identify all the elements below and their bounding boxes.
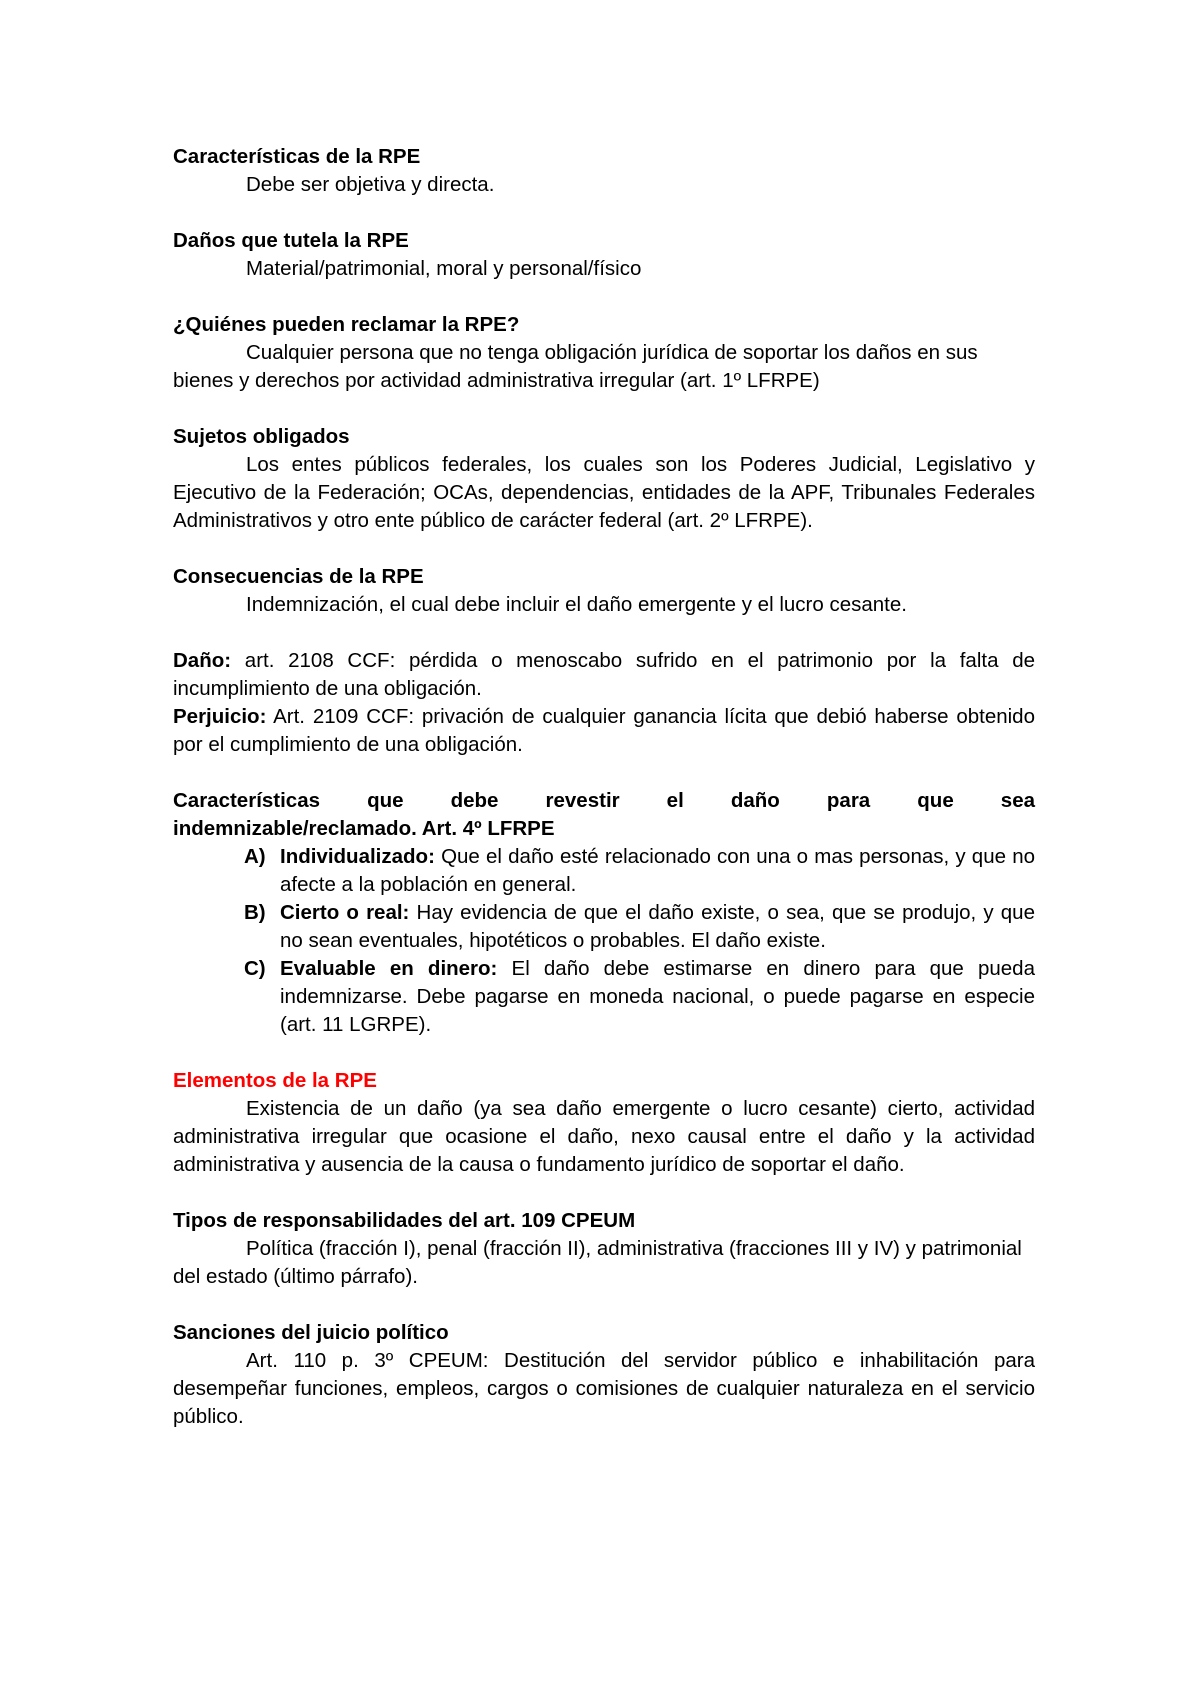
list-item-text: Que el daño esté relacionado con una o mas personas, y que no afecte a la población en general.: [280, 845, 1035, 896]
section-consecuencias: [173, 563, 1035, 619]
definition-text: Art. 2109 CCF: privación de cualquier ganancia lícita que debió haberse obtenido por el cumplimiento de una obligación.: [173, 705, 1035, 756]
list-item-text: El daño debe estimarse en dinero para que pueda indemnizarse. Debe pagarse en moneda nacional, o puede pagarse en especie (art. 11 LGRPE).: [280, 957, 1035, 1036]
list-item-letter: C): [244, 957, 266, 980]
section-heading: Características de la RPE: [173, 145, 421, 168]
document-page: [173, 143, 1035, 1459]
list-item-letter: A): [244, 845, 266, 868]
list-item-term: Individualizado:: [280, 845, 435, 868]
section-quienes: [173, 311, 1035, 395]
section-heading: Sujetos obligados: [173, 425, 350, 448]
section-body: Política (fracción I), penal (fracción II), administrativa (fracciones III y IV) y patrimonial del estado (último párrafo).: [173, 1237, 1022, 1288]
section-heading-highlighted: Elementos de la RPE: [173, 1069, 377, 1092]
section-heading: Daños que tutela la RPE: [173, 229, 409, 252]
section-body: Los entes públicos federales, los cuales son los Poderes Judicial, Legislativo y Ejecutivo de la Federación; OCAs, dependencias, entidades de la APF, Tribunales Federales Administrativos y otro ente público de carácter federal (art. 2º LFRPE).: [173, 453, 1035, 532]
section-heading-line-2: indemnizable/reclamado. Art. 4º LFRPE: [173, 817, 555, 840]
section-body: Indemnización, el cual debe incluir el daño emergente y el lucro cesante.: [246, 593, 907, 616]
list-item-term: Cierto o real:: [280, 901, 410, 924]
list-item: [244, 843, 1035, 899]
definition-term: Daño:: [173, 649, 232, 672]
section-heading: [173, 787, 1035, 843]
section-danos-tutela: [173, 227, 1035, 283]
list-item-term: Evaluable en dinero:: [280, 957, 498, 980]
section-body: Debe ser objetiva y directa.: [246, 173, 495, 196]
section-sanciones: [173, 1319, 1035, 1431]
list-item: [244, 899, 1035, 955]
section-heading: ¿Quiénes pueden reclamar la RPE?: [173, 313, 520, 336]
list-item-letter: B): [244, 901, 266, 924]
section-body: Cualquier persona que no tenga obligación jurídica de soportar los daños en sus bienes y derechos por actividad administrativa irregular (art. 1º LFRPE): [173, 341, 978, 392]
section-body: Material/patrimonial, moral y personal/físico: [246, 257, 642, 280]
definition-text: art. 2108 CCF: pérdida o menoscabo sufrido en el patrimonio por la falta de incumplimiento de una obligación.: [173, 649, 1035, 700]
section-definiciones: [173, 647, 1035, 759]
definition-term: Perjuicio:: [173, 705, 267, 728]
section-sujetos: [173, 423, 1035, 535]
list-item: [244, 955, 1035, 1039]
characteristics-list: [173, 843, 1035, 1039]
definition-perjuicio: [173, 703, 1035, 759]
section-heading: Tipos de responsabilidades del art. 109 CPEUM: [173, 1209, 636, 1232]
section-heading: Consecuencias de la RPE: [173, 565, 424, 588]
section-caracteristicas-dano: [173, 787, 1035, 1039]
section-tipos: [173, 1207, 1035, 1291]
section-body: Existencia de un daño (ya sea daño emergente o lucro cesante) cierto, actividad administrativa irregular que ocasione el daño, nexo causal entre el daño y la actividad administrativa y ausencia de la causa o fundamento jurídico de soportar el daño.: [173, 1097, 1035, 1176]
section-body: Art. 110 p. 3º CPEUM: Destitución del servidor público e inhabilitación para desempeñar funciones, empleos, cargos o comisiones de cualquier naturaleza en el servicio público.: [173, 1349, 1035, 1428]
section-heading: Sanciones del juicio político: [173, 1321, 449, 1344]
section-elementos: [173, 1067, 1035, 1179]
section-heading-line-1: Características que debe revestir el daño para que sea: [173, 789, 1035, 812]
definition-dano: [173, 647, 1035, 703]
section-caracteristicas: [173, 143, 1035, 199]
list-item-text: Hay evidencia de que el daño existe, o sea, que se produjo, y que no sean eventuales, hipotéticos o probables. El daño existe.: [280, 901, 1035, 952]
